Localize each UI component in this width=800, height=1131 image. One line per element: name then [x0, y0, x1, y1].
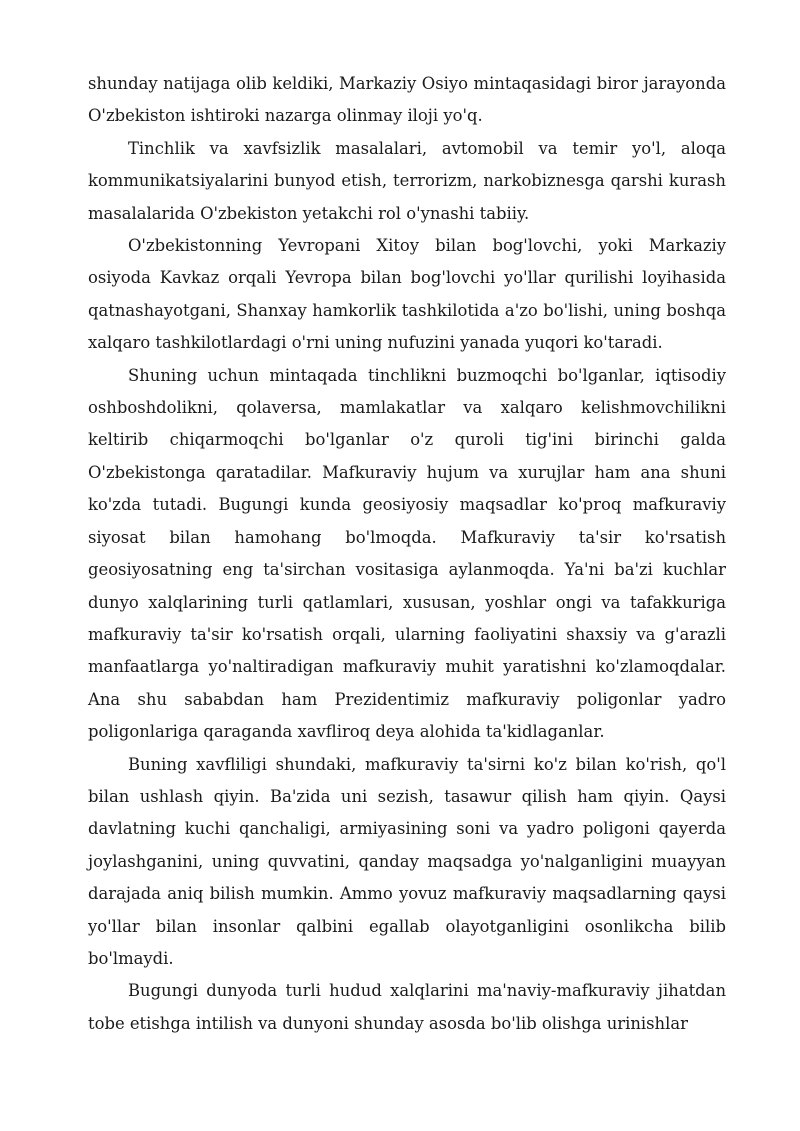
- paragraph-today-world: Bugungi dunyoda turli hudud xalqlarini ma'naviy-mafkuraviy jihatdan tobe etishga intilish va dunyoni shunday asosda bo'lib olishga urinishlar: [88, 981, 726, 1033]
- document-page: [88, 68, 726, 1040]
- paragraph-transport-projects: O'zbekistonning Yevropani Xitoy bilan bog'lovchi, yoki Markaziy osiyoda Kavkaz orqali Yevropa bilan bog'lovchi yo'llar qurilishi loyihasida qatnashayotgani, Shanxay hamkorlik tashkilotida a'zo bo'lishi, uning boshqa xalqaro tashkilotlardagi o'rni uning nufuzini yanada yuqori ko'taradi.: [88, 236, 726, 353]
- paragraph-security: Tinchlik va xavfsizlik masalalari, avtomobil va temir yo'l, aloqa kommunikatsiyalarini bunyod etish, terrorizm, narkobiznesga qarshi kurash masalalarida O'zbekiston yetakchi rol o'ynashi tabiiy.: [88, 138, 726, 223]
- paragraph-danger: Buning xavfliligi shundaki, mafkuraviy ta'sirni ko'z bilan ko'rish, qo'l bilan ushlash qiyin. Ba'zida uni sezish, tasawur qilish ham qiyin. Qaysi davlatning kuchi qanchaligi, armiyasining soni va yadro poligoni qayerda joylashganini, uning quvvatini, qanday maqsadga yo'nalganligini muayyan darajada aniq bilish mumkin. Ammo yovuz mafkuraviy maqsadlarning qaysi yo'llar bilan insonlar qalbini egallab olayotganligini osonlikcha bilib bo'lmaydi.: [88, 754, 726, 968]
- paragraph-continuation: shunday natijaga olib keldiki, Markaziy Osiyo mintaqasidagi biror jarayonda O'zbekiston ishtiroki nazarga olinmay iloji yo'q.: [88, 74, 726, 126]
- paragraph-ideological-attacks: Shuning uchun mintaqada tinchlikni buzmoqchi bo'lganlar, iqtisodiy oshboshdolikni, qolaversa, mamlakatlar va xalqaro kelishmovchilikni keltirib chiqarmoqchi bo'lganlar o'z quroli tig'ini birinchi galda O'zbekistonga qaratadilar. Mafkuraviy hujum va xurujlar ham ana shuni ko'zda tutadi. Bugungi kunda geosiyosiy maqsadlar ko'proq mafkuraviy siyosat bilan hamohang bo'lmoqda. Mafkuraviy ta'sir ko'rsatish geosiyosatning eng ta'sirchan vositasiga aylanmoqda. Ya'ni ba'zi kuchlar dunyo xalqlarining turli qatlamlari, xususan, yoshlar ongi va tafakkuriga mafkuraviy ta'sir ko'rsatish orqali, ularning faoliyatini shaxsiy va g'arazli manfaatlarga yo'naltiradigan mafkuraviy muhit yaratishni ko'zlamoqdalar. Ana shu sababdan ham Prezidentimiz mafkuraviy poligonlar yadro poligonlariga qaraganda xavfliroq deya alohida ta'kidlaganlar.: [88, 365, 726, 742]
